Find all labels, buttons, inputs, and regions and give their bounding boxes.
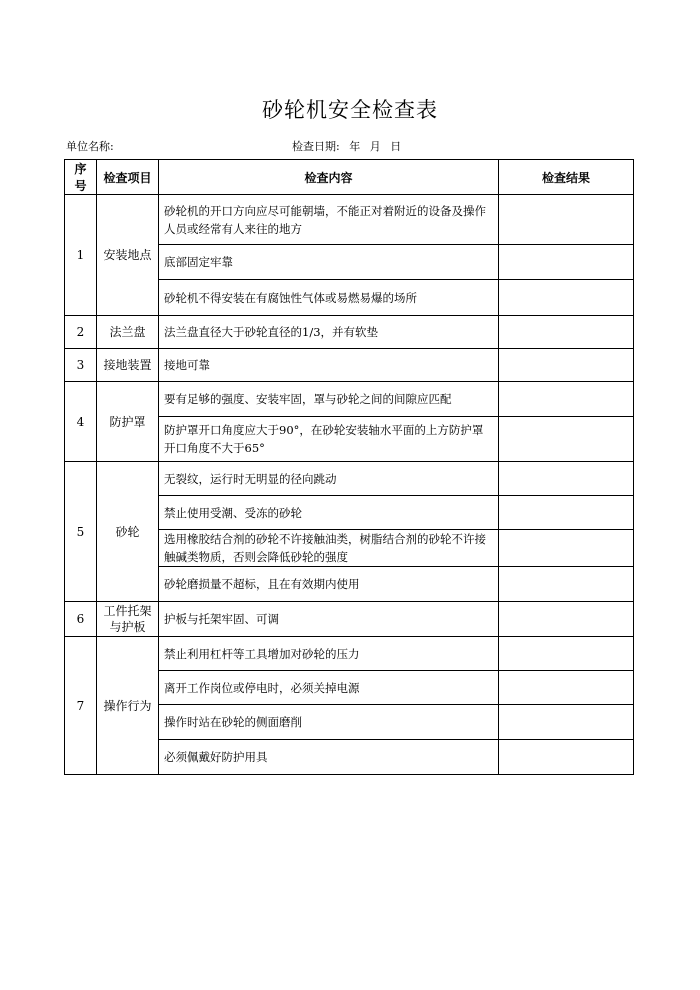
row-number: 3 (65, 349, 97, 382)
check-result-cell[interactable] (499, 705, 634, 740)
date-day-label: 日 (390, 140, 402, 153)
table-body (65, 195, 634, 775)
check-content: 砂轮机不得安装在有腐蚀性气体或易燃易爆的场所 (159, 280, 499, 316)
date-month-label: 月 (369, 140, 381, 153)
check-item: 接地装置 (97, 349, 159, 382)
date-year-label: 年 (349, 140, 361, 153)
check-item: 工件托架与护板 (97, 602, 159, 637)
table-row (65, 349, 634, 382)
row-number: 2 (65, 316, 97, 349)
check-result-cell[interactable] (499, 496, 634, 530)
check-result-cell[interactable] (499, 462, 634, 496)
header-number: 序号 (65, 160, 97, 195)
check-content: 要有足够的强度、安装牢固，罩与砂轮之间的间隙应匹配 (159, 382, 499, 417)
check-date-label: 检查日期: (292, 140, 340, 153)
header-result: 检查结果 (499, 160, 634, 195)
unit-name-label: 单位名称: (66, 140, 114, 153)
table-row (65, 316, 634, 349)
inspection-table (64, 159, 634, 775)
check-item: 砂轮 (97, 462, 159, 602)
header-content: 检查内容 (159, 160, 499, 195)
check-content: 护板与托架牢固、可调 (159, 602, 499, 637)
check-item: 操作行为 (97, 637, 159, 775)
page-title: 砂轮机安全检查表 (262, 98, 438, 122)
check-result-cell[interactable] (499, 349, 634, 382)
check-result-cell[interactable] (499, 671, 634, 705)
check-content: 选用橡胶结合剂的砂轮不许接触油类，树脂结合剂的砂轮不许接触碱类物质，否则会降低砂轮的强度 (159, 530, 499, 567)
table-row (65, 382, 634, 417)
check-result-cell[interactable] (499, 637, 634, 671)
table-row (65, 195, 634, 245)
check-content: 禁止使用受潮、受冻的砂轮 (159, 496, 499, 530)
row-number: 6 (65, 602, 97, 637)
check-content: 防护罩开口角度应大于90°，在砂轮安装轴水平面的上方防护罩开口角度不大于65° (159, 417, 499, 462)
check-result-cell[interactable] (499, 602, 634, 637)
table-row (65, 602, 634, 637)
check-content: 禁止利用杠杆等工具增加对砂轮的压力 (159, 637, 499, 671)
row-number: 5 (65, 462, 97, 602)
check-result-cell[interactable] (499, 567, 634, 602)
check-content: 操作时站在砂轮的侧面磨削 (159, 705, 499, 740)
table-row (65, 637, 634, 671)
row-number: 4 (65, 382, 97, 462)
check-result-cell[interactable] (499, 530, 634, 567)
check-result-cell[interactable] (499, 245, 634, 280)
check-result-cell[interactable] (499, 382, 634, 417)
check-content: 必须佩戴好防护用具 (159, 740, 499, 775)
table-header-row (65, 160, 634, 195)
check-content: 法兰盘直径大于砂轮直径的1/3，并有软垫 (159, 316, 499, 349)
row-number: 7 (65, 637, 97, 775)
row-number: 1 (65, 195, 97, 316)
check-item: 法兰盘 (97, 316, 159, 349)
check-result-cell[interactable] (499, 280, 634, 316)
check-item: 防护罩 (97, 382, 159, 462)
check-result-cell[interactable] (499, 417, 634, 462)
check-content: 砂轮磨损量不超标，且在有效期内使用 (159, 567, 499, 602)
table-row (65, 462, 634, 496)
check-result-cell[interactable] (499, 195, 634, 245)
check-result-cell[interactable] (499, 316, 634, 349)
check-date-field (292, 138, 407, 154)
check-result-cell[interactable] (499, 740, 634, 775)
check-content: 砂轮机的开口方向应尽可能朝墙，不能正对着附近的设备及操作人员或经常有人来往的地方 (159, 195, 499, 245)
check-content: 底部固定牢靠 (159, 245, 499, 280)
header-item: 检查项目 (97, 160, 159, 195)
check-item: 安装地点 (97, 195, 159, 316)
check-content: 无裂纹，运行时无明显的径向跳动 (159, 462, 499, 496)
check-content: 离开工作岗位或停电时，必须关掉电源 (159, 671, 499, 705)
check-content: 接地可靠 (159, 349, 499, 382)
